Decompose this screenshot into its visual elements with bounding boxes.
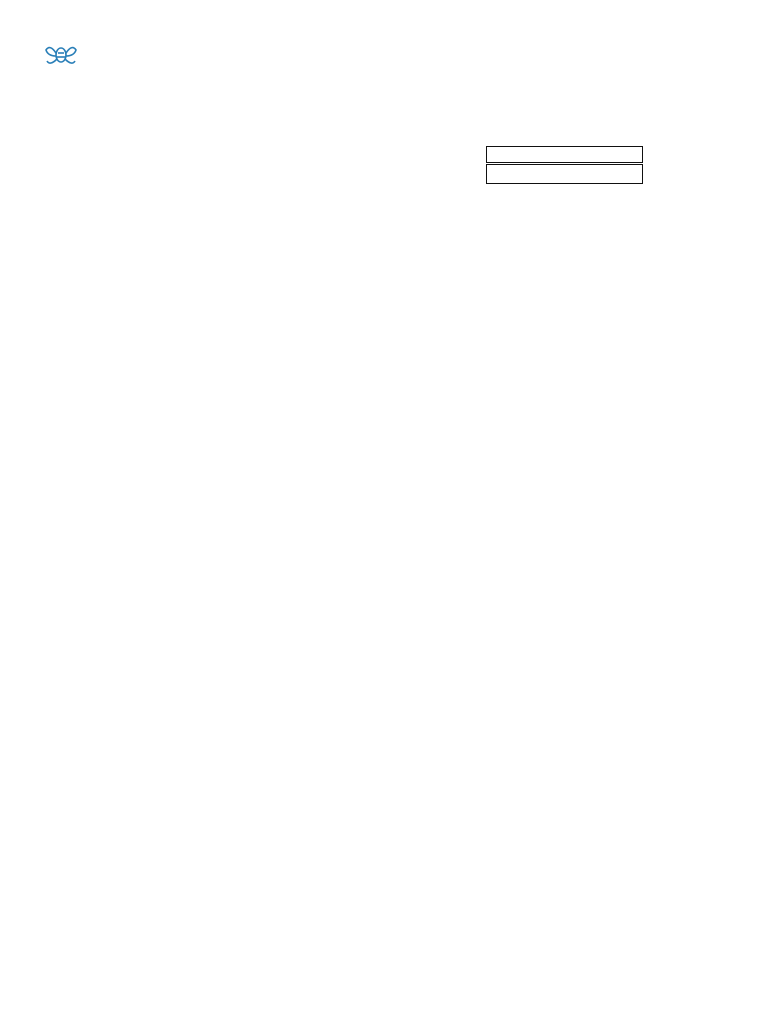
brand-logo <box>44 36 84 72</box>
codigo-field[interactable] <box>486 164 643 184</box>
bee-icon <box>44 38 78 70</box>
mes-ano-field[interactable] <box>486 146 643 163</box>
